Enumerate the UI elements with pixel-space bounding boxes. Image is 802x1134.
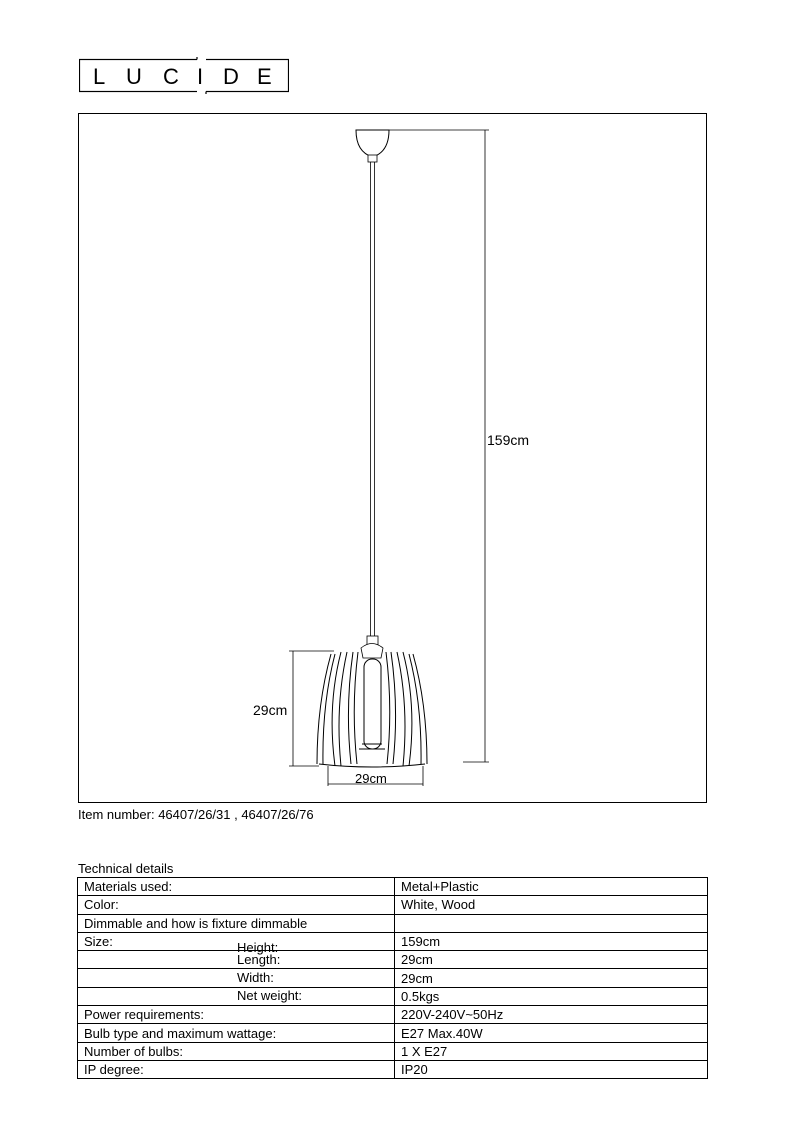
logo-letter-u: U xyxy=(126,64,142,89)
table-row xyxy=(78,878,708,896)
logo-letter-i: I xyxy=(197,64,204,89)
wooden-shade xyxy=(317,652,427,767)
ceiling-canopy xyxy=(356,130,389,162)
spec-value: 29cm xyxy=(395,951,708,969)
technical-drawing xyxy=(78,113,707,803)
item-number: Item number: 46407/26/31 , 46407/26/76 xyxy=(78,807,314,822)
shade-width-label: 29cm xyxy=(355,771,387,786)
height-dimension xyxy=(389,130,489,762)
spec-label-cell xyxy=(78,932,395,956)
spec-value: 1 X E27 xyxy=(395,1042,708,1060)
spec-label-cell xyxy=(78,987,395,1005)
lucide-logo xyxy=(79,57,289,94)
spec-sublabel: Net weight: xyxy=(237,988,303,1004)
table-row xyxy=(78,969,708,987)
spec-value: 220V-240V~50Hz xyxy=(395,1006,708,1024)
spec-value: 159cm xyxy=(395,932,708,950)
spec-value: 0.5kgs xyxy=(395,987,708,1005)
spec-label: Materials used: xyxy=(78,878,395,896)
spec-sublabel: Width: xyxy=(237,970,274,986)
table-row xyxy=(78,896,708,914)
table-row xyxy=(78,914,708,932)
spec-value: Metal+Plastic xyxy=(395,878,708,896)
table-row xyxy=(78,932,708,950)
table-row xyxy=(78,987,708,1005)
lamp-socket xyxy=(361,636,383,658)
table-row xyxy=(78,1006,708,1024)
spec-value: White, Wood xyxy=(395,896,708,914)
logo-letter-d: D xyxy=(223,64,239,89)
spec-label: Number of bulbs: xyxy=(78,1042,395,1060)
spec-label: Size: xyxy=(84,934,113,950)
spec-label: Bulb type and maximum wattage: xyxy=(78,1024,395,1042)
logo-letter-c: C xyxy=(163,64,179,89)
spec-sublabel: Length: xyxy=(237,951,281,967)
spec-value xyxy=(395,914,708,932)
spec-label: IP degree: xyxy=(78,1060,395,1078)
spec-sublabel: Height: xyxy=(237,940,279,956)
technical-details-title: Technical details xyxy=(78,861,174,876)
height-label: 159cm xyxy=(487,432,530,448)
spec-value: E27 Max.40W xyxy=(395,1024,708,1042)
spec-label: Power requirements: xyxy=(78,1006,395,1024)
table-row xyxy=(78,951,708,969)
spec-label-cell xyxy=(78,951,395,969)
spec-label: Color: xyxy=(78,896,395,914)
spec-value: 29cm xyxy=(395,969,708,987)
shade-height-label: 29cm xyxy=(253,702,288,718)
spec-table xyxy=(77,877,708,1079)
table-row xyxy=(78,1042,708,1060)
logo-letter-e: E xyxy=(257,64,272,89)
logo-letter-l: L xyxy=(93,64,106,89)
table-row xyxy=(78,1060,708,1078)
spec-label-cell xyxy=(78,969,395,987)
spec-value: IP20 xyxy=(395,1060,708,1078)
table-row xyxy=(78,1024,708,1042)
spec-label: Dimmable and how is fixture dimmable xyxy=(78,914,395,932)
